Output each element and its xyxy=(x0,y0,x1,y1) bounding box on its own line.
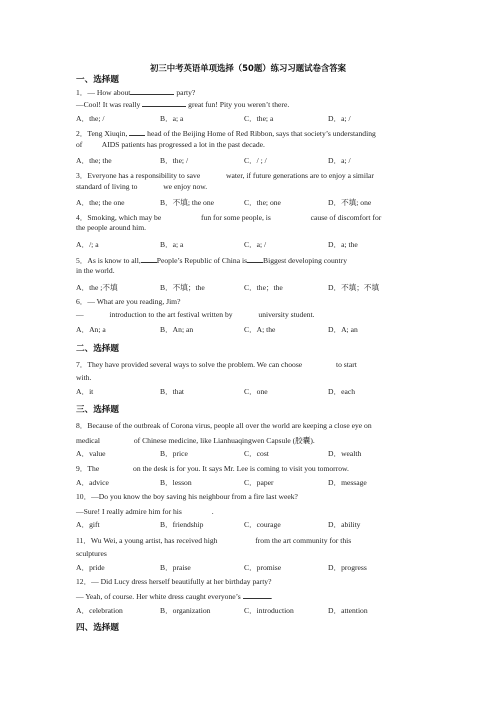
question-5-line-2: in the world. xyxy=(76,266,115,275)
option-a[interactable]: A．the ;不填 xyxy=(76,283,118,292)
option-d[interactable]: D．each xyxy=(328,387,355,396)
question-10-line-1: 10．—Do you know the boy saving his neighbour from a fire last week? xyxy=(76,492,298,501)
option-b[interactable]: B．An; an xyxy=(160,325,194,334)
question-5-line-1: 5．As is know to all, People’s Republic of China is Biggest developing country xyxy=(76,256,347,265)
question-1-line-1: 1．— How about party? xyxy=(76,88,196,97)
option-c[interactable]: C．cost xyxy=(244,449,269,458)
question-7-line-2: with. xyxy=(76,373,92,382)
option-a[interactable]: A．the; / xyxy=(76,114,105,123)
option-b[interactable]: B．organization xyxy=(160,606,211,615)
option-d[interactable]: D．a; the xyxy=(328,240,358,249)
option-a[interactable]: A．it xyxy=(76,387,94,396)
option-b[interactable]: B．friendship xyxy=(160,520,204,529)
question-3-line-2: standard of living to we enjoy now. xyxy=(76,182,208,191)
section-heading-1: 一、选择题 xyxy=(76,75,119,85)
question-9-line-1: 9．The on the desk is for you. It says Mr. Lee is coming to visit you tomorrow. xyxy=(76,464,349,473)
option-b[interactable]: B．price xyxy=(160,449,188,458)
question-12-line-2: — Yeah, of course. Her white dress caught everyone’s . xyxy=(76,592,273,601)
question-6-line-1: 6．— What are you reading, Jim? xyxy=(76,297,181,306)
option-d[interactable]: D．a; / xyxy=(328,114,351,123)
option-a[interactable]: A．the; the one xyxy=(76,198,125,207)
option-c[interactable]: C．/ ; / xyxy=(244,156,267,165)
option-d[interactable]: D．A; an xyxy=(328,325,358,334)
option-a[interactable]: A．celebration xyxy=(76,606,123,615)
section-heading-3: 三、选择题 xyxy=(76,405,119,415)
option-d[interactable]: D．progress xyxy=(328,563,367,572)
question-2-line-2: of AIDS patients has progressed a lot in the past decade. xyxy=(76,140,265,149)
option-b[interactable]: B．a; a xyxy=(160,240,184,249)
question-7-line-1: 7．They have provided several ways to solve the problem. We can choose to start xyxy=(76,360,357,369)
option-c[interactable]: C．the；the xyxy=(244,283,283,292)
option-c[interactable]: C．courage xyxy=(244,520,281,529)
option-d[interactable]: D．attention xyxy=(328,606,368,615)
option-c[interactable]: C．introduction xyxy=(244,606,294,615)
question-12-line-1: 12．— Did Lucy dress herself beautifully at her birthday party? xyxy=(76,577,272,586)
page-title: 初三中考英语单项选择（50题）练习习题试卷含答案 xyxy=(150,63,346,73)
option-a[interactable]: A．pride xyxy=(76,563,105,572)
option-d[interactable]: D．ability xyxy=(328,520,361,529)
question-3-line-1: 3．Everyone has a responsibility to save water, if future generations are to enjoy a similar xyxy=(76,171,374,180)
question-2-line-1: 2．Teng Xiuqin, head of the Beijing Home of Red Ribbon, says that society’s understanding xyxy=(76,129,376,138)
question-11-line-2: sculptures xyxy=(76,549,107,558)
question-4-line-2: the people around him. xyxy=(76,223,147,232)
option-d[interactable]: D．不填；不填 xyxy=(328,283,380,292)
option-c[interactable]: C．the; one xyxy=(244,198,281,207)
section-heading-2: 二、选择题 xyxy=(76,344,119,354)
option-a[interactable]: A．An; a xyxy=(76,325,106,334)
option-b[interactable]: B．praise xyxy=(160,563,191,572)
option-a[interactable]: A．/; a xyxy=(76,240,99,249)
option-c[interactable]: C．A; the xyxy=(244,325,276,334)
option-d[interactable]: D．wealth xyxy=(328,449,362,458)
question-6-line-2: — introduction to the art festival written by university student. xyxy=(76,310,315,319)
option-c[interactable]: C．a; / xyxy=(244,240,267,249)
option-d[interactable]: D．a; / xyxy=(328,156,351,165)
option-c[interactable]: C．promise xyxy=(244,563,282,572)
option-c[interactable]: C．paper xyxy=(244,478,274,487)
question-10-line-2: —Sure! I really admire him for his . xyxy=(76,507,214,516)
option-b[interactable]: B．a; a xyxy=(160,114,184,123)
option-b[interactable]: B．不填；the xyxy=(160,283,205,292)
question-4-line-1: 4．Smoking, which may be fun for some people, is cause of discomfort for xyxy=(76,213,382,222)
section-heading-4: 四、选择题 xyxy=(76,623,119,633)
option-a[interactable]: A．the; the xyxy=(76,156,112,165)
option-b[interactable]: B．that xyxy=(160,387,185,396)
question-11-line-1: 11．Wu Wei, a young artist, has received high from the art community for this xyxy=(76,536,352,545)
option-d[interactable]: D．不填; one xyxy=(328,198,372,207)
option-a[interactable]: A．advice xyxy=(76,478,109,487)
question-8-line-1: 8．Because of the outbreak of Corona virus, people all over the world are keeping a close eye on xyxy=(76,421,372,430)
option-a[interactable]: A．value xyxy=(76,449,106,458)
option-d[interactable]: D．message xyxy=(328,478,367,487)
question-8-line-2: medical of Chinese medicine, like Lianhuaqingwen Capsule (胶囊). xyxy=(76,436,315,445)
question-1-line-2: —Cool! It was really great fun! Pity you weren’t there. xyxy=(76,100,290,109)
option-c[interactable]: C．one xyxy=(244,387,268,396)
option-b[interactable]: B．the; / xyxy=(160,156,189,165)
option-a[interactable]: A．gift xyxy=(76,520,100,529)
option-b[interactable]: B．lesson xyxy=(160,478,192,487)
option-c[interactable]: C．the; a xyxy=(244,114,274,123)
option-b[interactable]: B．不填; the one xyxy=(160,198,214,207)
